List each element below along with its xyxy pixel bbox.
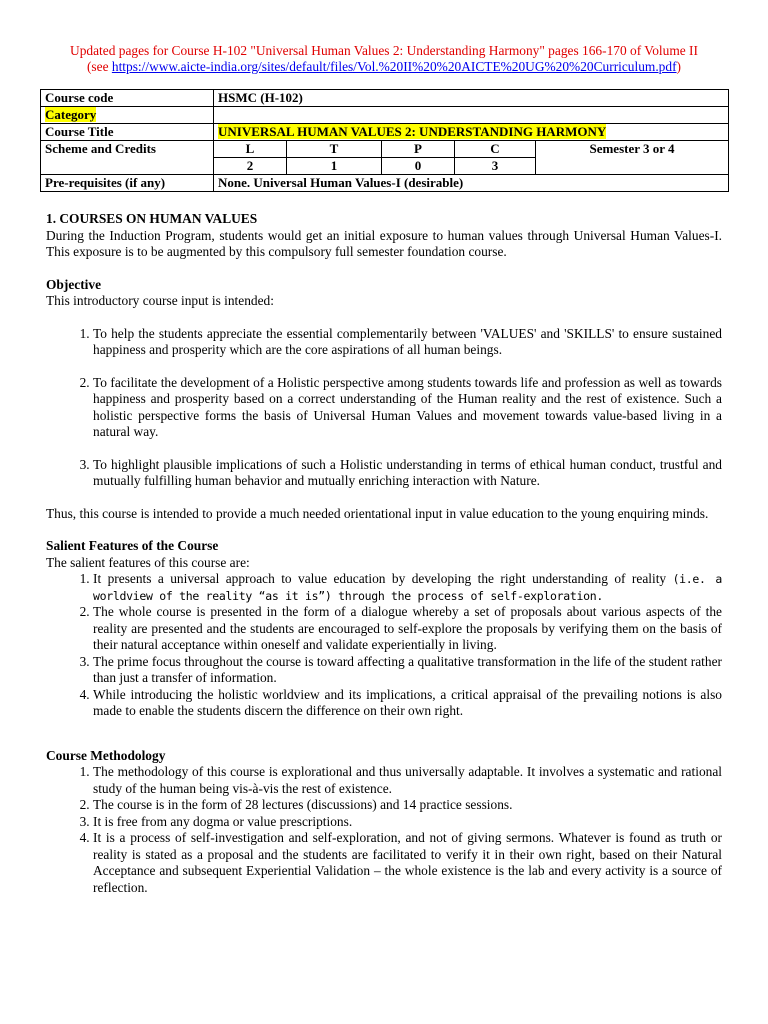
salient-intro: The salient features of this course are: xyxy=(46,554,250,570)
update-note-prefix: (see xyxy=(86,59,112,74)
salient-list xyxy=(46,571,722,720)
document-body xyxy=(46,211,722,896)
prereq-label: Pre-requisites (if any) xyxy=(41,175,214,192)
salient-item1-text: It presents a universal approach to value education by developing the right understanding of reality xyxy=(93,571,667,586)
objective-list xyxy=(46,326,722,490)
objective-heading: Objective xyxy=(46,276,102,292)
list-item xyxy=(93,571,722,604)
credit-value-c: 3 xyxy=(455,158,536,175)
credit-header-t: T xyxy=(287,141,382,158)
credit-value-p: 0 xyxy=(382,158,455,175)
objective-closing: Thus, this course is intended to provide a much needed orientational input in value education to the young enquiring minds. xyxy=(46,505,709,521)
list-item: 1. To help the students appreciate the essential complementarily between 'VALUES' and 'SKILLS' to ensure sustained happiness and prosperity which are the core aspirations of all human beings. xyxy=(93,326,722,359)
salient-heading: Salient Features of the Course xyxy=(46,538,219,553)
credit-header-l: L xyxy=(214,141,287,158)
course-title-value xyxy=(214,124,729,141)
table-row xyxy=(41,141,729,158)
category-label xyxy=(41,107,214,124)
methodology-list xyxy=(46,764,722,896)
table-row xyxy=(41,90,729,107)
course-title-text: UNIVERSAL HUMAN VALUES 2: UNDERSTANDING HARMONY xyxy=(218,124,607,139)
prereq-value: None. Universal Human Values-I (desirable) xyxy=(214,175,729,192)
methodology-heading: Course Methodology xyxy=(46,747,166,763)
list-item: 2. The whole course is presented in the form of a dialogue whereby a set of proposals about various aspects of the reality are presented and the students are encouraged to self-explore the proposals by verifying them on the basis of their natural acceptance within oneself and validate experientially in living. xyxy=(93,604,722,654)
credit-value-l: 2 xyxy=(214,158,287,175)
course-code-value: HSMC (H-102) xyxy=(214,90,729,107)
list-item: 2. To facilitate the development of a Holistic perspective among students towards life and profession as well as towards happiness and prosperity based on a correct understanding of the Human reality and the rest of existence. Such a holistic perspective forms the basis of Universal Human Values and movement towards value-based living in a natural way. xyxy=(93,375,722,441)
section-intro: During the Induction Program, students would get an initial exposure to human values through Universal Human Values-I. This exposure is to be augmented by this compulsory full semester foundation course. xyxy=(46,227,722,259)
list-item: 4. It is a process of self-investigation and self-exploration, and not of giving sermons. Whatever is found as truth or reality is stated as a proposal and the students are facilitated to verify it in their own right, based on their Natural Acceptance and subsequent Experiential Validation – the whole existence is the lab and every activity is a source of reflection. xyxy=(93,830,722,896)
list-item: 4. While introducing the holistic worldview and its implications, a critical appraisal of the prevailing notions is also made to enable the students discern the difference on their own right. xyxy=(93,687,722,720)
credit-header-c: C xyxy=(455,141,536,158)
credit-value-t: 1 xyxy=(287,158,382,175)
course-info-table xyxy=(40,89,729,192)
table-row xyxy=(41,124,729,141)
table-row xyxy=(41,175,729,192)
section-heading: 1. COURSES ON HUMAN VALUES xyxy=(46,211,258,226)
list-item: 3. To highlight plausible implications of such a Holistic understanding in terms of ethical human conduct, trustful and mutually fulfilling human behavior and mutually enriching interaction with Nature. xyxy=(93,457,722,490)
credit-header-p: P xyxy=(382,141,455,158)
update-note-suffix: ) xyxy=(676,59,682,74)
update-note-line1: Updated pages for Course H-102 "Universal Human Values 2: Understanding Harmony" pages 166-170 of Volume II xyxy=(70,43,698,58)
list-item: 1. The methodology of this course is explorational and thus universally adaptable. It involves a systematic and rational study of the human being vis-à-vis the rest of existence. xyxy=(93,764,722,797)
objective-intro: This introductory course input is intended: xyxy=(46,293,274,308)
update-note-line2 xyxy=(40,59,728,75)
course-title-label: Course Title xyxy=(41,124,214,141)
semester-value: Semester 3 or 4 xyxy=(536,141,729,175)
table-row xyxy=(41,107,729,124)
list-item: 3. It is free from any dogma or value prescriptions. xyxy=(93,814,722,831)
update-note xyxy=(40,43,728,75)
salient-item1-mono: (i.e. a worldview of the reality “as it is”) through the process of self-exploration. xyxy=(93,572,722,603)
category-label-text: Category xyxy=(45,107,97,122)
category-value xyxy=(214,107,729,124)
list-item: 2. The course is in the form of 28 lectures (discussions) and 14 practice sessions. xyxy=(93,797,722,814)
curriculum-link[interactable]: https://www.aicte-india.org/sites/default/files/Vol.%20II%20%20AICTE%20UG%20%20Curriculum.pdf xyxy=(111,59,677,74)
course-code-label: Course code xyxy=(41,90,214,107)
list-item: 3. The prime focus throughout the course is toward affecting a qualitative transformation in the life of the student rather than just a transfer of information. xyxy=(93,654,722,687)
scheme-label: Scheme and Credits xyxy=(41,141,214,175)
